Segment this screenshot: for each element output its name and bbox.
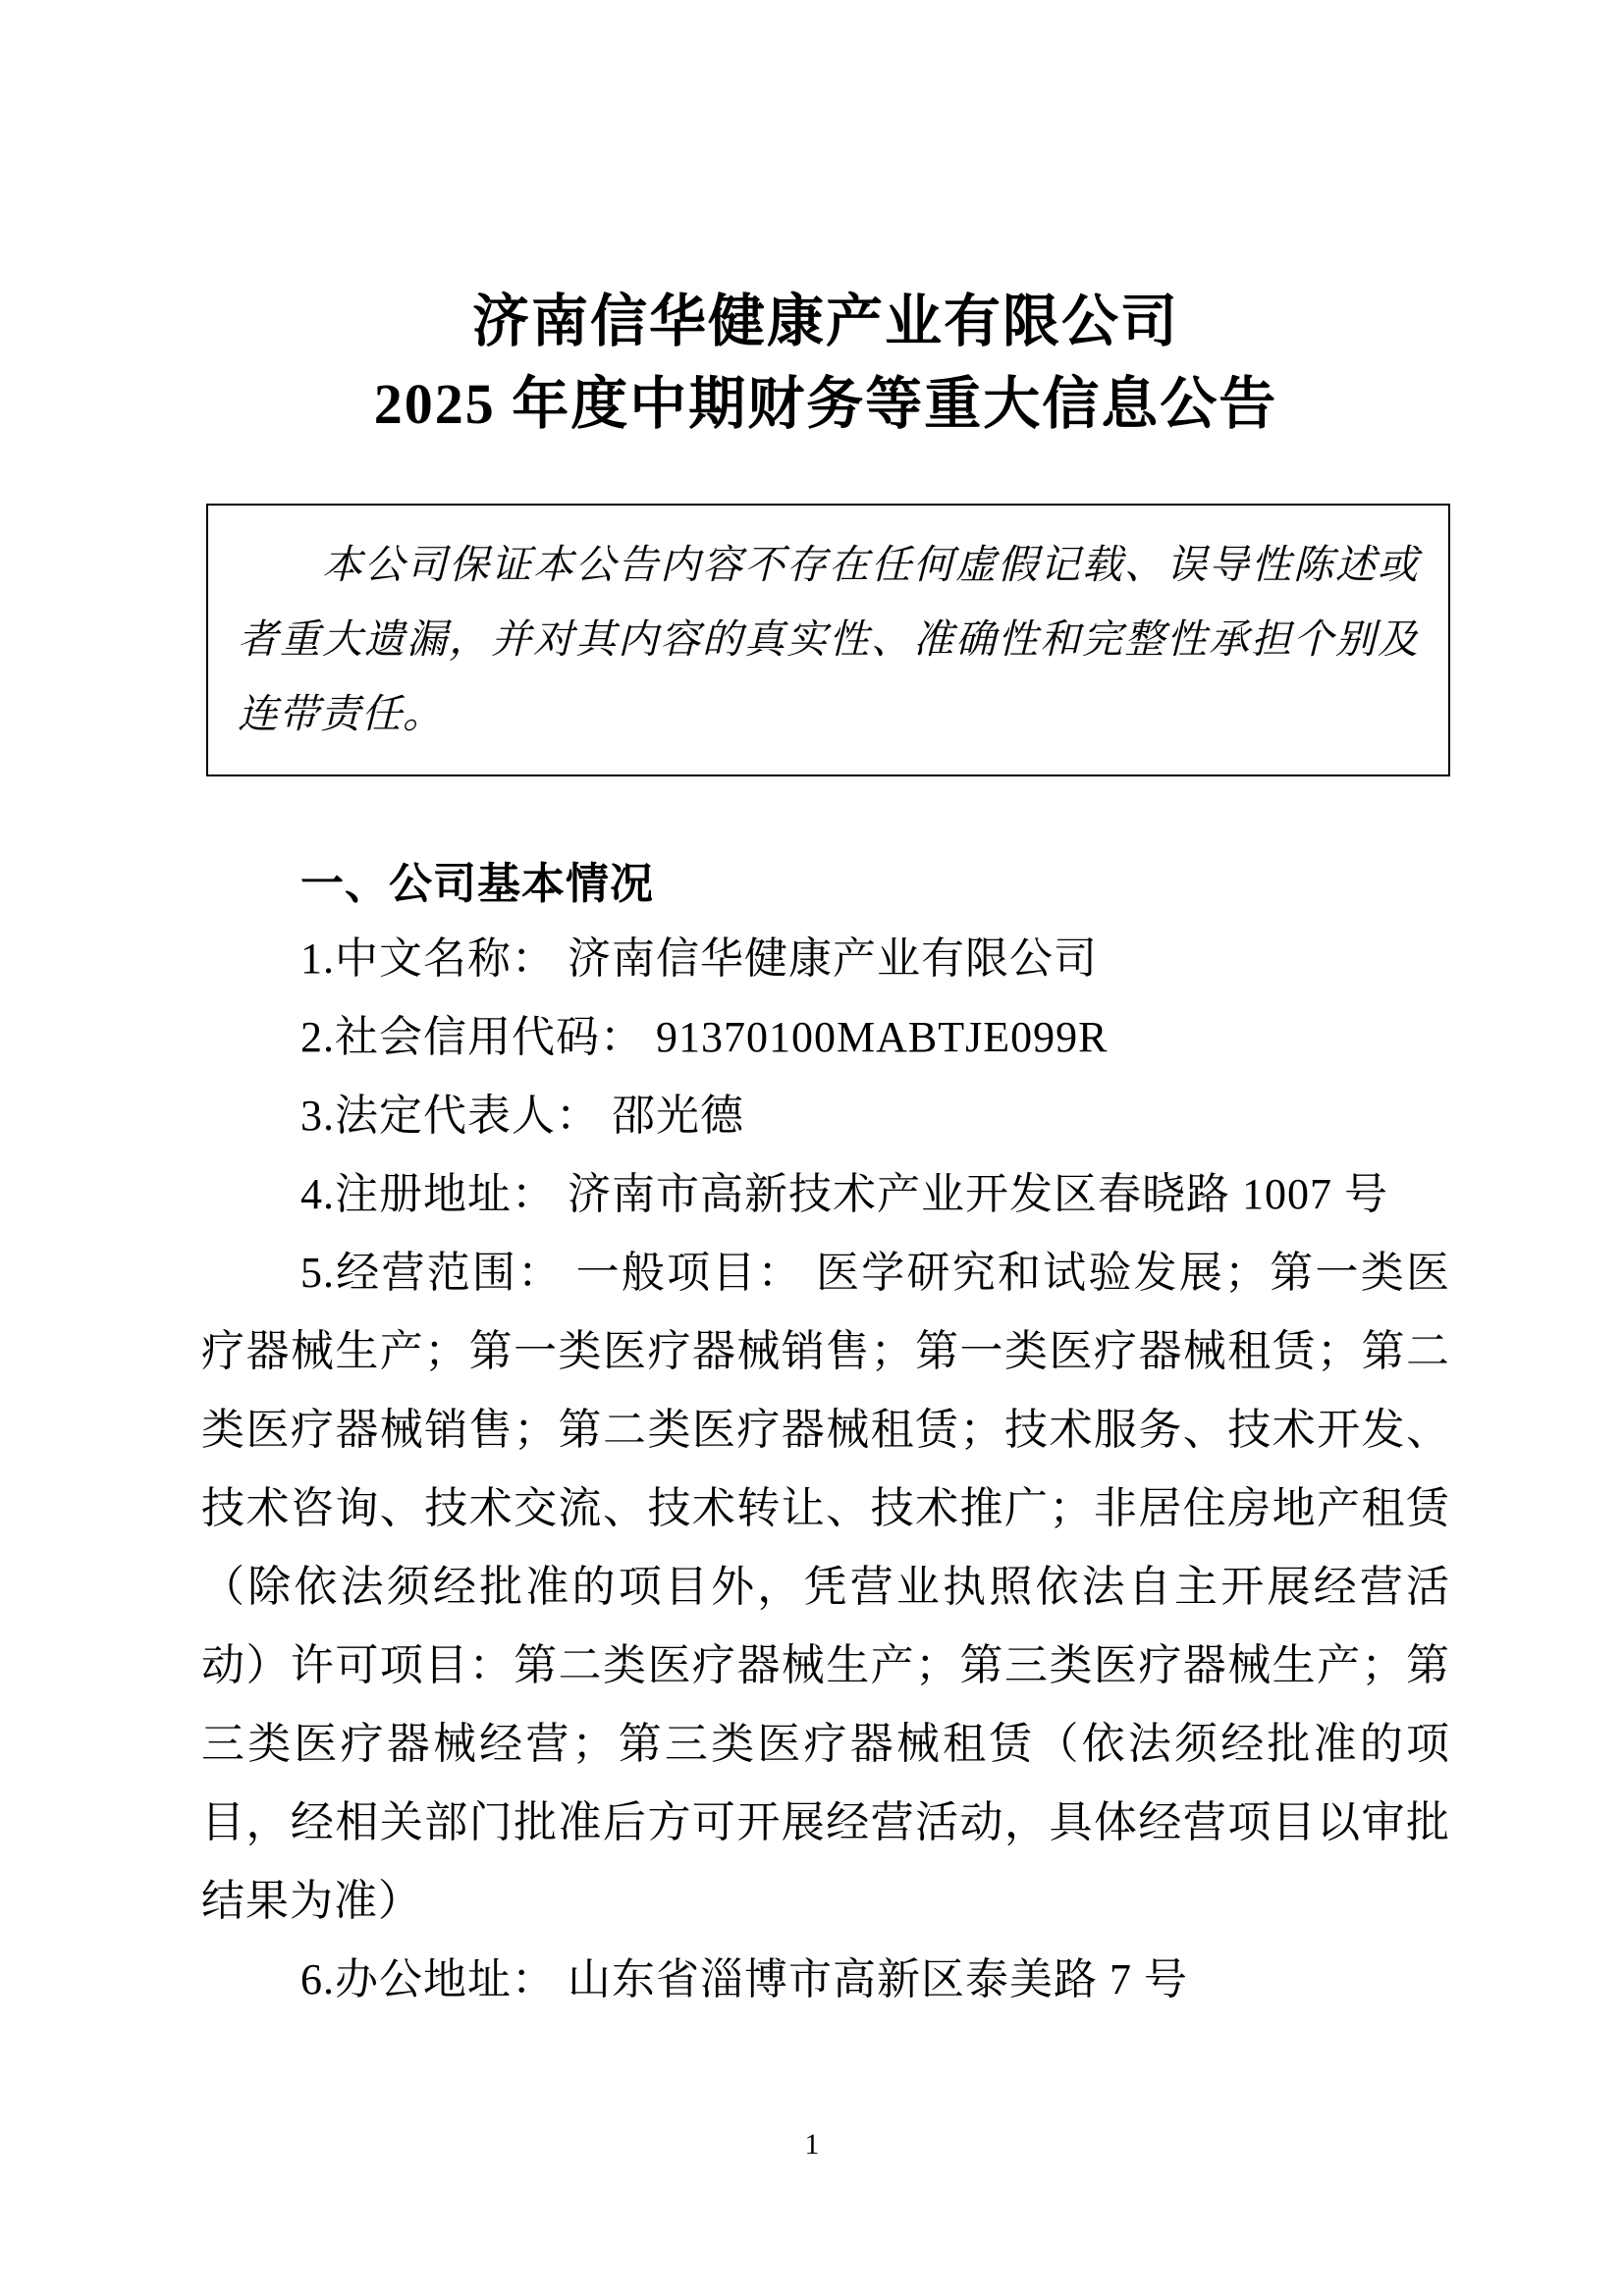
- title-line-2: 2025 年度中期财务等重大信息公告: [373, 372, 1278, 436]
- page-number: 1: [804, 2128, 820, 2161]
- list-item-credit-code: 2.社会信用代码： 91370100MABTJE099R: [300, 1013, 1109, 1061]
- list-item-business-scope: 5.经营范围： 一般项目： 医学研究和试验发展；第一类医疗器械生产；第一类医疗器械销售；第一类医疗器械租赁；第二类医疗器械销售；第二类医疗器械租赁；技术服务、技术开发、技术咨询、技术交流、技术转让、技术推广；非居住房地产租赁（除依法须经批准的项目外，凭营业执照依法自主开展经营活动）许可项目：第二类医疗器械生产；第三类医疗器械生产；第三类医疗器械经营；第三类医疗器械租赁（依法须经批准的项目，经相关部门批准后方可开展经营活动，具体经营项目以审批结果为准）: [201, 1249, 1450, 1925]
- section-heading-basic-info: 一、公司基本情况: [300, 860, 654, 908]
- disclaimer-box: [206, 504, 1450, 776]
- document-content: [201, 0, 1450, 2019]
- title-line-1: 济南信华健康产业有限公司: [471, 290, 1179, 353]
- list-item-legal-representative: 3.法定代表人： 邵光德: [300, 1092, 744, 1140]
- list-item-registered-address: 4.注册地址： 济南市高新技术产业开发区春晓路 1007 号: [300, 1170, 1388, 1218]
- list-item-office-address: 6.办公地址： 山东省淄博市高新区泰美路 7 号: [300, 1955, 1188, 2003]
- list-item-chinese-name: 1.中文名称： 济南信华健康产业有限公司: [300, 934, 1098, 983]
- company-info-list: [201, 920, 1450, 2019]
- disclaimer-text: 本公司保证本公告内容不存在任何虚假记载、误导性陈述或者重大遗漏，并对其内容的真实性、准确性和完整性承担个别及连带责任。: [238, 542, 1419, 736]
- document-title: [201, 0, 1450, 446]
